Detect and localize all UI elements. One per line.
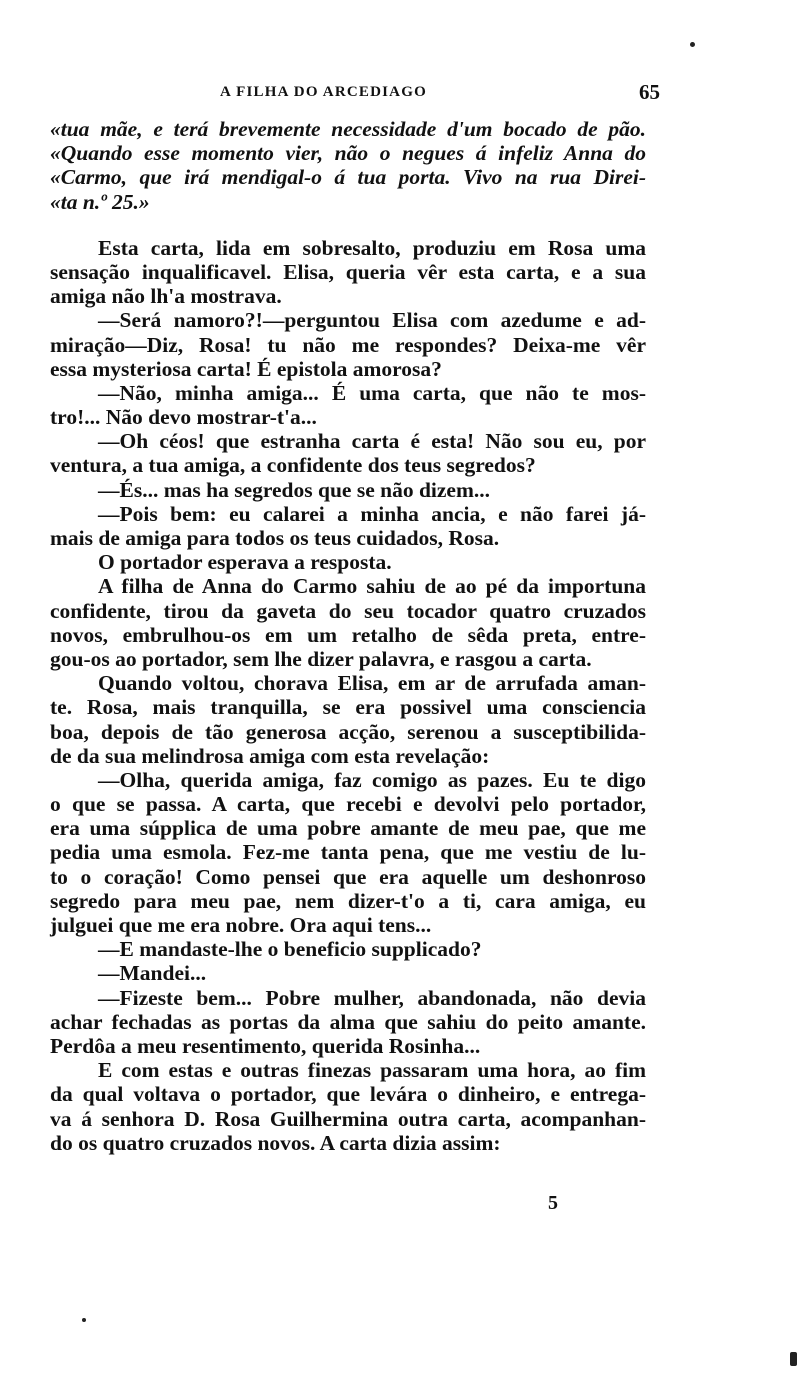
text-line: sensação inqualificavel. Elisa, queria vêr esta carta, e a sua [50,259,646,284]
text-line: E com estas e outras finezas passaram uma hora, ao fim [98,1058,646,1083]
text-line: —Olha, querida amiga, faz comigo as pazes. Eu te digo [98,767,646,792]
text-line: o que se passa. A carta, que recebi e devolvi pelo portador, [50,792,646,817]
text-line: essa mysteriosa carta! É epistola amorosa? [50,356,442,381]
running-title: A FILHA DO ARCEDIAGO [220,84,427,100]
quote-line: «Quando esse momento vier, não o negues á infeliz Anna do [50,141,646,166]
text-line: boa, depois de tão generosa acção, serenou a susceptibilida- [50,719,646,744]
scan-speck [82,1318,86,1322]
text-line: confidente, tirou da gaveta do seu tocador quatro cruzados [50,598,646,623]
text-line: —Pois bem: eu calarei a minha ancia, e não farei já- [98,501,646,526]
text-line: da qual voltava o portador, que levára o dinheiro, e entrega- [50,1082,646,1107]
scan-speck [790,1352,797,1366]
text-line: te. Rosa, mais tranquilla, se era possivel uma consciencia [50,695,646,720]
text-line: —Oh céos! que estranha carta é esta! Não sou eu, por [98,429,646,454]
text-line: de da sua melindrosa amiga com esta revelação: [50,743,490,768]
text-line: to o coração! Como pensei que era aquelle um deshonroso [50,864,646,889]
text-line: —E mandaste-lhe o beneficio supplicado? [98,937,482,962]
text-line: ventura, a tua amiga, a confidente dos teus segredos? [50,453,536,478]
text-line: —Não, minha amiga... É uma carta, que não te mos- [98,380,646,405]
text-line: O portador esperava a resposta. [98,550,392,575]
text-line: —Mandei... [98,961,207,986]
text-line: era uma súpplica de uma pobre amante de meu pae, que me [50,816,646,841]
text-line: Quando voltou, chorava Elisa, em ar de arrufada aman- [98,671,646,696]
scan-speck [690,42,695,47]
text-line: amiga não lh'a mostrava. [50,284,282,309]
page-header [50,80,660,106]
text-line: julguei que me era nobre. Ora aqui tens... [50,913,432,937]
text-line: Perdôa a meu resentimento, querida Rosinha... [50,1033,481,1058]
page-number: 65 [639,80,660,104]
text-line: va á senhora D. Rosa Guilhermina outra carta, acompanhan- [50,1106,646,1131]
text-line: mais de amiga para todos os teus cuidados, Rosa. [50,526,500,550]
signature-mark: 5 [548,1192,558,1214]
quote-line: «Carmo, que irá mendigal-o á tua porta. Vivo na rua Direi- [50,165,646,190]
quote-line: «tua mãe, e terá brevemente necessidade d'um bocado de pão. [50,117,646,141]
text-line: —Fizeste bem... Pobre mulher, abandonada, não devia [98,985,646,1010]
text-line: —És... mas ha segredos que se não dizem... [98,477,490,502]
body-text [50,117,646,1155]
text-line: pedia uma esmola. Fez-me tanta pena, que me vestiu de lu- [50,840,646,865]
text-line: —Será namoro?!—perguntou Elisa com azedume e ad- [98,308,646,333]
text-line: novos, embrulhou-os em um retalho de sêda preta, entre- [50,622,646,647]
text-line: do os quatro cruzados novos. A carta dizia assim: [50,1130,501,1155]
text-line: segredo para meu pae, nem dizer-t'o a ti, cara amiga, eu [50,888,646,913]
text-line: Esta carta, lida em sobresalto, produziu em Rosa uma [98,235,646,260]
quote-line: «ta n.º 25.» [50,189,150,214]
text-line: A filha de Anna do Carmo sahiu de ao pé da importuna [98,574,646,599]
text-line: miração—Diz, Rosa! tu não me respondes? Deixa-me vêr [50,332,646,357]
text-line: gou-os ao portador, sem lhe dizer palavra, e rasgou a carta. [50,646,592,671]
text-line: achar fechadas as portas da alma que sahiu do peito amante. [50,1009,646,1034]
paragraph-gap [50,214,646,236]
text-line: tro!... Não devo mostrar-t'a... [50,405,317,430]
